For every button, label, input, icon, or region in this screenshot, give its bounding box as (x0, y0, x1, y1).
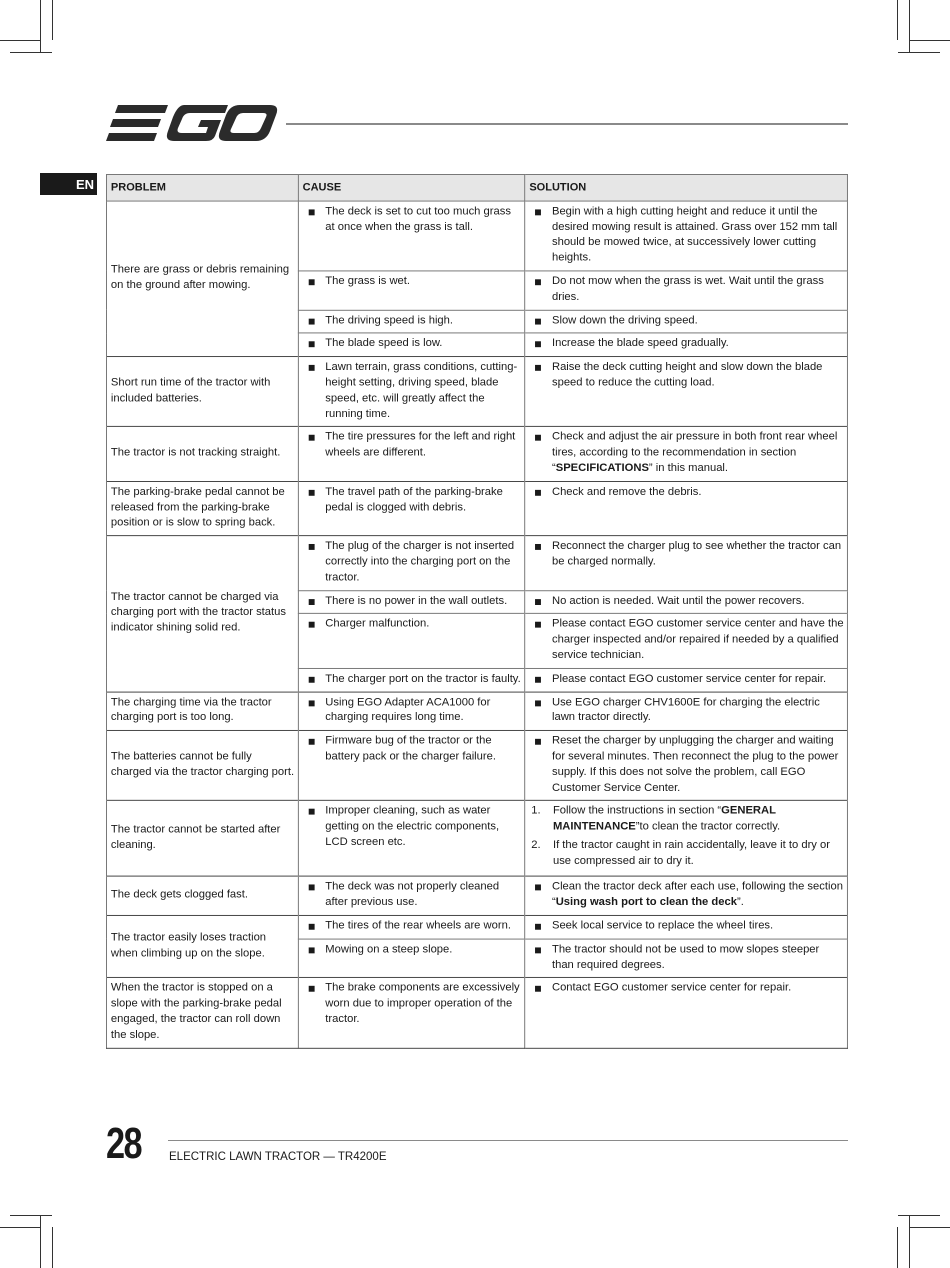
solution-cell (525, 536, 848, 591)
problem-cell: The tractor cannot be charged via charging port with the tractor status indicator shining solid red. (106, 536, 298, 692)
bullet-text: Mowing on a steep slope. (325, 943, 453, 956)
text-run: Please contact EGO customer service center and have the charger inspected and/or repaired if needed by a qualified service technician. (551, 618, 844, 662)
table-row (106, 427, 847, 482)
solution-cell (525, 357, 848, 427)
bold-text: GENERAL MAINTENANCE (552, 805, 776, 833)
numbered-text (553, 804, 844, 835)
bullet-text: The grass is wet. (325, 275, 411, 288)
square-bullet-icon (309, 622, 315, 628)
bullet-item (528, 430, 844, 477)
crop-mark (910, 40, 950, 41)
crop-mark (898, 1215, 940, 1216)
text-run: Slow down the driving speed. (551, 314, 698, 327)
bullet-text (552, 274, 844, 305)
square-bullet-icon (309, 435, 315, 441)
cause-cell (298, 978, 525, 1048)
solution-cell (525, 590, 848, 613)
problem-cell: The parking-brake pedal cannot be released from the parking-brake position or is slow to spring back. (106, 481, 298, 536)
bullet-text (552, 360, 844, 391)
crop-mark (40, 1215, 41, 1268)
bullet-text (552, 539, 844, 570)
text-run: ”to clean the tractor correctly. (635, 820, 781, 833)
bullet-item (302, 274, 522, 290)
bullet-text: Lawn terrain, grass conditions, cutting-height setting, driving speed, blade speed, etc. will greatly affect the running time. (325, 361, 518, 420)
square-bullet-icon (535, 947, 541, 953)
table-row (106, 978, 847, 1048)
bullet-text: The deck is set to cut too much grass at once when the grass is tall. (325, 205, 511, 233)
cause-cell (298, 271, 525, 310)
item-number: 2. (531, 839, 541, 851)
bullet-item (302, 337, 522, 353)
bullet-item (528, 594, 844, 610)
bullet-item (528, 617, 844, 664)
crop-mark (909, 0, 910, 52)
solution-cell (525, 333, 848, 356)
text-run: Use EGO charger CHV1600E for charging the electric lawn tractor directly. (551, 696, 820, 724)
cause-cell (298, 590, 525, 613)
square-bullet-icon (535, 435, 541, 441)
bullet-text (552, 919, 844, 935)
numbered-item (528, 838, 844, 869)
bullet-text (552, 337, 844, 353)
problem-cell: Short run time of the tractor with included batteries. (106, 357, 298, 427)
crop-mark (40, 0, 41, 52)
bullet-item (302, 313, 522, 329)
bullet-text: Improper cleaning, such as water getting on the electric components, LCD screen etc. (325, 805, 500, 848)
bullet-item (302, 485, 522, 516)
cause-cell (298, 668, 525, 691)
bullet-item (528, 695, 844, 726)
bullet-text: The travel path of the parking-brake pedal is clogged with debris. (325, 485, 503, 514)
bullet-item (302, 942, 522, 958)
text-run: No action is needed. Wait until the power recovers. (551, 594, 805, 607)
bullet-text (552, 734, 844, 796)
square-bullet-icon (309, 490, 315, 496)
crop-mark (897, 0, 898, 40)
bullet-text (552, 485, 844, 501)
text-run: Clean the tractor deck after each use, following the section “ (551, 881, 843, 909)
square-bullet-icon (309, 885, 315, 891)
bullet-item (302, 981, 522, 1028)
bullet-item (528, 672, 844, 688)
crop-mark (0, 40, 40, 41)
footer-rule (168, 1140, 848, 1141)
table-row (106, 201, 847, 271)
bullet-item (302, 734, 522, 765)
text-run: Seek local service to replace the wheel tires. (551, 919, 774, 932)
bullet-item (302, 919, 522, 935)
bullet-text: The deck was not properly cleaned after previous use. (325, 881, 500, 909)
solution-cell (525, 201, 848, 271)
problem-cell: The tractor is not tracking straight. (106, 427, 298, 482)
table-header-row (106, 174, 847, 200)
bullet-text: The tires of the rear wheels are worn. (325, 919, 511, 932)
crop-mark (10, 52, 52, 53)
solution-cell (525, 801, 848, 877)
bullet-text: Using EGO Adapter ACA1000 for charging requires long time. (325, 696, 491, 724)
table-body (106, 201, 847, 1048)
cause-cell (298, 731, 525, 801)
problem-cell: The charging time via the tractor charging port is too long. (106, 692, 298, 731)
text-run: Contact EGO customer service center for repair. (551, 982, 792, 995)
bullet-text (552, 880, 844, 911)
text-run: ” in this manual. (648, 462, 729, 475)
square-bullet-icon (309, 986, 315, 992)
square-bullet-icon (535, 318, 541, 324)
ego-logo (106, 102, 278, 144)
bullet-text: The charger port on the tractor is faulty. (325, 672, 521, 685)
footer-title: ELECTRIC LAWN TRACTOR — TR4200E (169, 1151, 387, 1163)
bullet-item (528, 360, 844, 391)
square-bullet-icon (535, 739, 541, 745)
text-run: The tractor should not be used to mow slopes steeper than required degrees. (551, 943, 820, 971)
square-bullet-icon (535, 885, 541, 891)
bullet-item (302, 594, 522, 610)
cause-cell (298, 801, 525, 877)
bullet-item (302, 617, 522, 633)
square-bullet-icon (309, 677, 315, 683)
solution-cell (525, 614, 848, 669)
cause-cell (298, 939, 525, 978)
cause-cell (298, 201, 525, 271)
cause-cell (298, 310, 525, 333)
square-bullet-icon (535, 599, 541, 605)
square-bullet-icon (309, 700, 315, 706)
bullet-item (302, 360, 522, 422)
square-bullet-icon (309, 739, 315, 745)
problem-cell: The tractor easily loses traction when climbing up on the slope. (106, 916, 298, 978)
solution-cell (525, 310, 848, 333)
header-cause: CAUSE (298, 174, 525, 200)
square-bullet-icon (535, 622, 541, 628)
bullet-text: Firmware bug of the tractor or the battery pack or the charger failure. (325, 734, 496, 763)
bullet-text (552, 430, 844, 477)
bullet-item (528, 274, 844, 305)
cause-cell (298, 427, 525, 482)
square-bullet-icon (535, 279, 541, 285)
bullet-item (528, 880, 844, 911)
square-bullet-icon (309, 279, 315, 285)
cause-cell (298, 481, 525, 536)
language-tab: EN (40, 173, 97, 195)
problem-cell: When the tractor is stopped on a slope with the parking-brake pedal engaged, the tractor can roll down the slope. (106, 978, 298, 1048)
bullet-text: The tire pressures for the left and right wheels are different. (325, 431, 516, 459)
bullet-text: The brake components are excessively worn due to improper operation of the tractor. (325, 982, 520, 1026)
bullet-text (552, 672, 844, 688)
text-run: Reconnect the charger plug to see whether the tractor can be charged normally. (551, 540, 842, 568)
solution-cell (525, 481, 848, 536)
bullet-item (302, 539, 522, 586)
cause-cell (298, 536, 525, 591)
square-bullet-icon (535, 986, 541, 992)
bullet-text: There is no power in the wall outlets. (325, 594, 508, 607)
crop-mark (910, 1227, 950, 1228)
square-bullet-icon (309, 342, 315, 348)
table-row (106, 877, 847, 916)
header-problem: PROBLEM (106, 174, 298, 200)
page-number: 28 (106, 1119, 142, 1168)
text-run: ”. (736, 896, 744, 909)
square-bullet-icon (309, 599, 315, 605)
table-row (106, 801, 847, 877)
square-bullet-icon (535, 677, 541, 683)
bullet-text (552, 981, 844, 997)
square-bullet-icon (535, 209, 541, 215)
bullet-text (552, 942, 844, 973)
square-bullet-icon (535, 365, 541, 371)
text-run: Raise the deck cutting height and slow down the blade speed to reduce the cutting load. (551, 361, 823, 389)
bullet-item (528, 942, 844, 973)
item-number: 1. (531, 805, 541, 817)
square-bullet-icon (309, 318, 315, 324)
solution-cell (525, 427, 848, 482)
numbered-item (528, 804, 844, 835)
troubleshooting-table (106, 174, 848, 1048)
text-run: Begin with a high cutting height and reduce it until the desired mowing result is attained. Grass over 152 mm tall should be mowed twice, at successively lower cutting heights. (551, 205, 838, 264)
cause-cell (298, 614, 525, 669)
square-bullet-icon (535, 700, 541, 706)
cause-cell (298, 357, 525, 427)
solution-cell (525, 939, 848, 978)
header-rule (286, 123, 848, 125)
table-row (106, 481, 847, 536)
text-run: Check and adjust the air pressure in both front rear wheel tires, according to the recommendation in section “ (551, 431, 838, 475)
numbered-text (553, 838, 844, 869)
text-run: Please contact EGO customer service center for repair. (551, 672, 827, 685)
crop-mark (52, 1227, 53, 1268)
text-run: Reset the charger by unplugging the charger and waiting for several minutes. Then reconnect the plug to the power supply. If this does not solve the problem, call EGO Customer Service Center. (551, 734, 839, 794)
bullet-text (552, 594, 844, 610)
bullet-text: The plug of the charger is not inserted correctly into the charging port on the tractor. (325, 540, 515, 584)
bullet-item (528, 485, 844, 501)
bullet-item (528, 539, 844, 570)
bullet-text (552, 313, 844, 329)
bullet-item (528, 204, 844, 266)
cause-cell (298, 916, 525, 939)
bullet-item (302, 880, 522, 911)
text-run: Do not mow when the grass is wet. Wait until the grass dries. (551, 275, 824, 303)
bullet-text (552, 695, 844, 726)
bullet-item (528, 337, 844, 353)
cause-cell (298, 692, 525, 731)
table-row (106, 536, 847, 591)
text-run: If the tractor caught in rain accidentally, leave it to dry or use compressed air to dry it. (552, 839, 830, 867)
bullet-item (302, 672, 522, 688)
square-bullet-icon (309, 947, 315, 953)
crop-mark (52, 0, 53, 40)
bullet-text: The blade speed is low. (325, 337, 443, 350)
text-run: Follow the instructions in section “ (552, 805, 722, 817)
table-row (106, 357, 847, 427)
header-solution: SOLUTION (525, 174, 848, 200)
problem-cell: The batteries cannot be fully charged via the tractor charging port. (106, 731, 298, 801)
bullet-text: The driving speed is high. (325, 314, 454, 327)
crop-mark (897, 1227, 898, 1268)
bullet-item (302, 204, 522, 235)
solution-cell (525, 271, 848, 310)
problem-cell: The tractor cannot be started after cleaning. (106, 801, 298, 877)
problem-cell: The deck gets clogged fast. (106, 877, 298, 916)
bullet-text (552, 617, 844, 664)
bullet-item (528, 981, 844, 997)
table-row (106, 916, 847, 939)
solution-cell (525, 692, 848, 731)
square-bullet-icon (309, 209, 315, 215)
square-bullet-icon (309, 924, 315, 930)
square-bullet-icon (535, 490, 541, 496)
bullet-item (302, 804, 522, 851)
bullet-item (302, 695, 522, 726)
bullet-item (528, 734, 844, 796)
table-row (106, 731, 847, 801)
bullet-item (528, 313, 844, 329)
cause-cell (298, 333, 525, 356)
bold-text: SPECIFICATIONS (555, 462, 649, 475)
square-bullet-icon (309, 809, 315, 815)
cause-cell (298, 877, 525, 916)
problem-cell: There are grass or debris remaining on the ground after mowing. (106, 201, 298, 357)
crop-mark (898, 52, 940, 53)
solution-cell (525, 978, 848, 1048)
bullet-text: Charger malfunction. (325, 618, 430, 630)
crop-mark (0, 1227, 40, 1228)
square-bullet-icon (535, 342, 541, 348)
bold-text: Using wash port to clean the deck (555, 896, 737, 909)
text-run: Check and remove the debris. (551, 485, 702, 498)
solution-cell (525, 916, 848, 939)
bullet-item (528, 919, 844, 935)
solution-cell (525, 668, 848, 691)
crop-mark (10, 1215, 52, 1216)
table-row (106, 692, 847, 731)
crop-mark (909, 1215, 910, 1268)
solution-cell (525, 731, 848, 801)
square-bullet-icon (535, 924, 541, 930)
solution-cell (525, 877, 848, 916)
text-run: Increase the blade speed gradually. (551, 337, 729, 350)
square-bullet-icon (309, 544, 315, 550)
square-bullet-icon (535, 544, 541, 550)
bullet-item (302, 430, 522, 461)
bullet-text (552, 204, 844, 266)
square-bullet-icon (309, 365, 315, 371)
